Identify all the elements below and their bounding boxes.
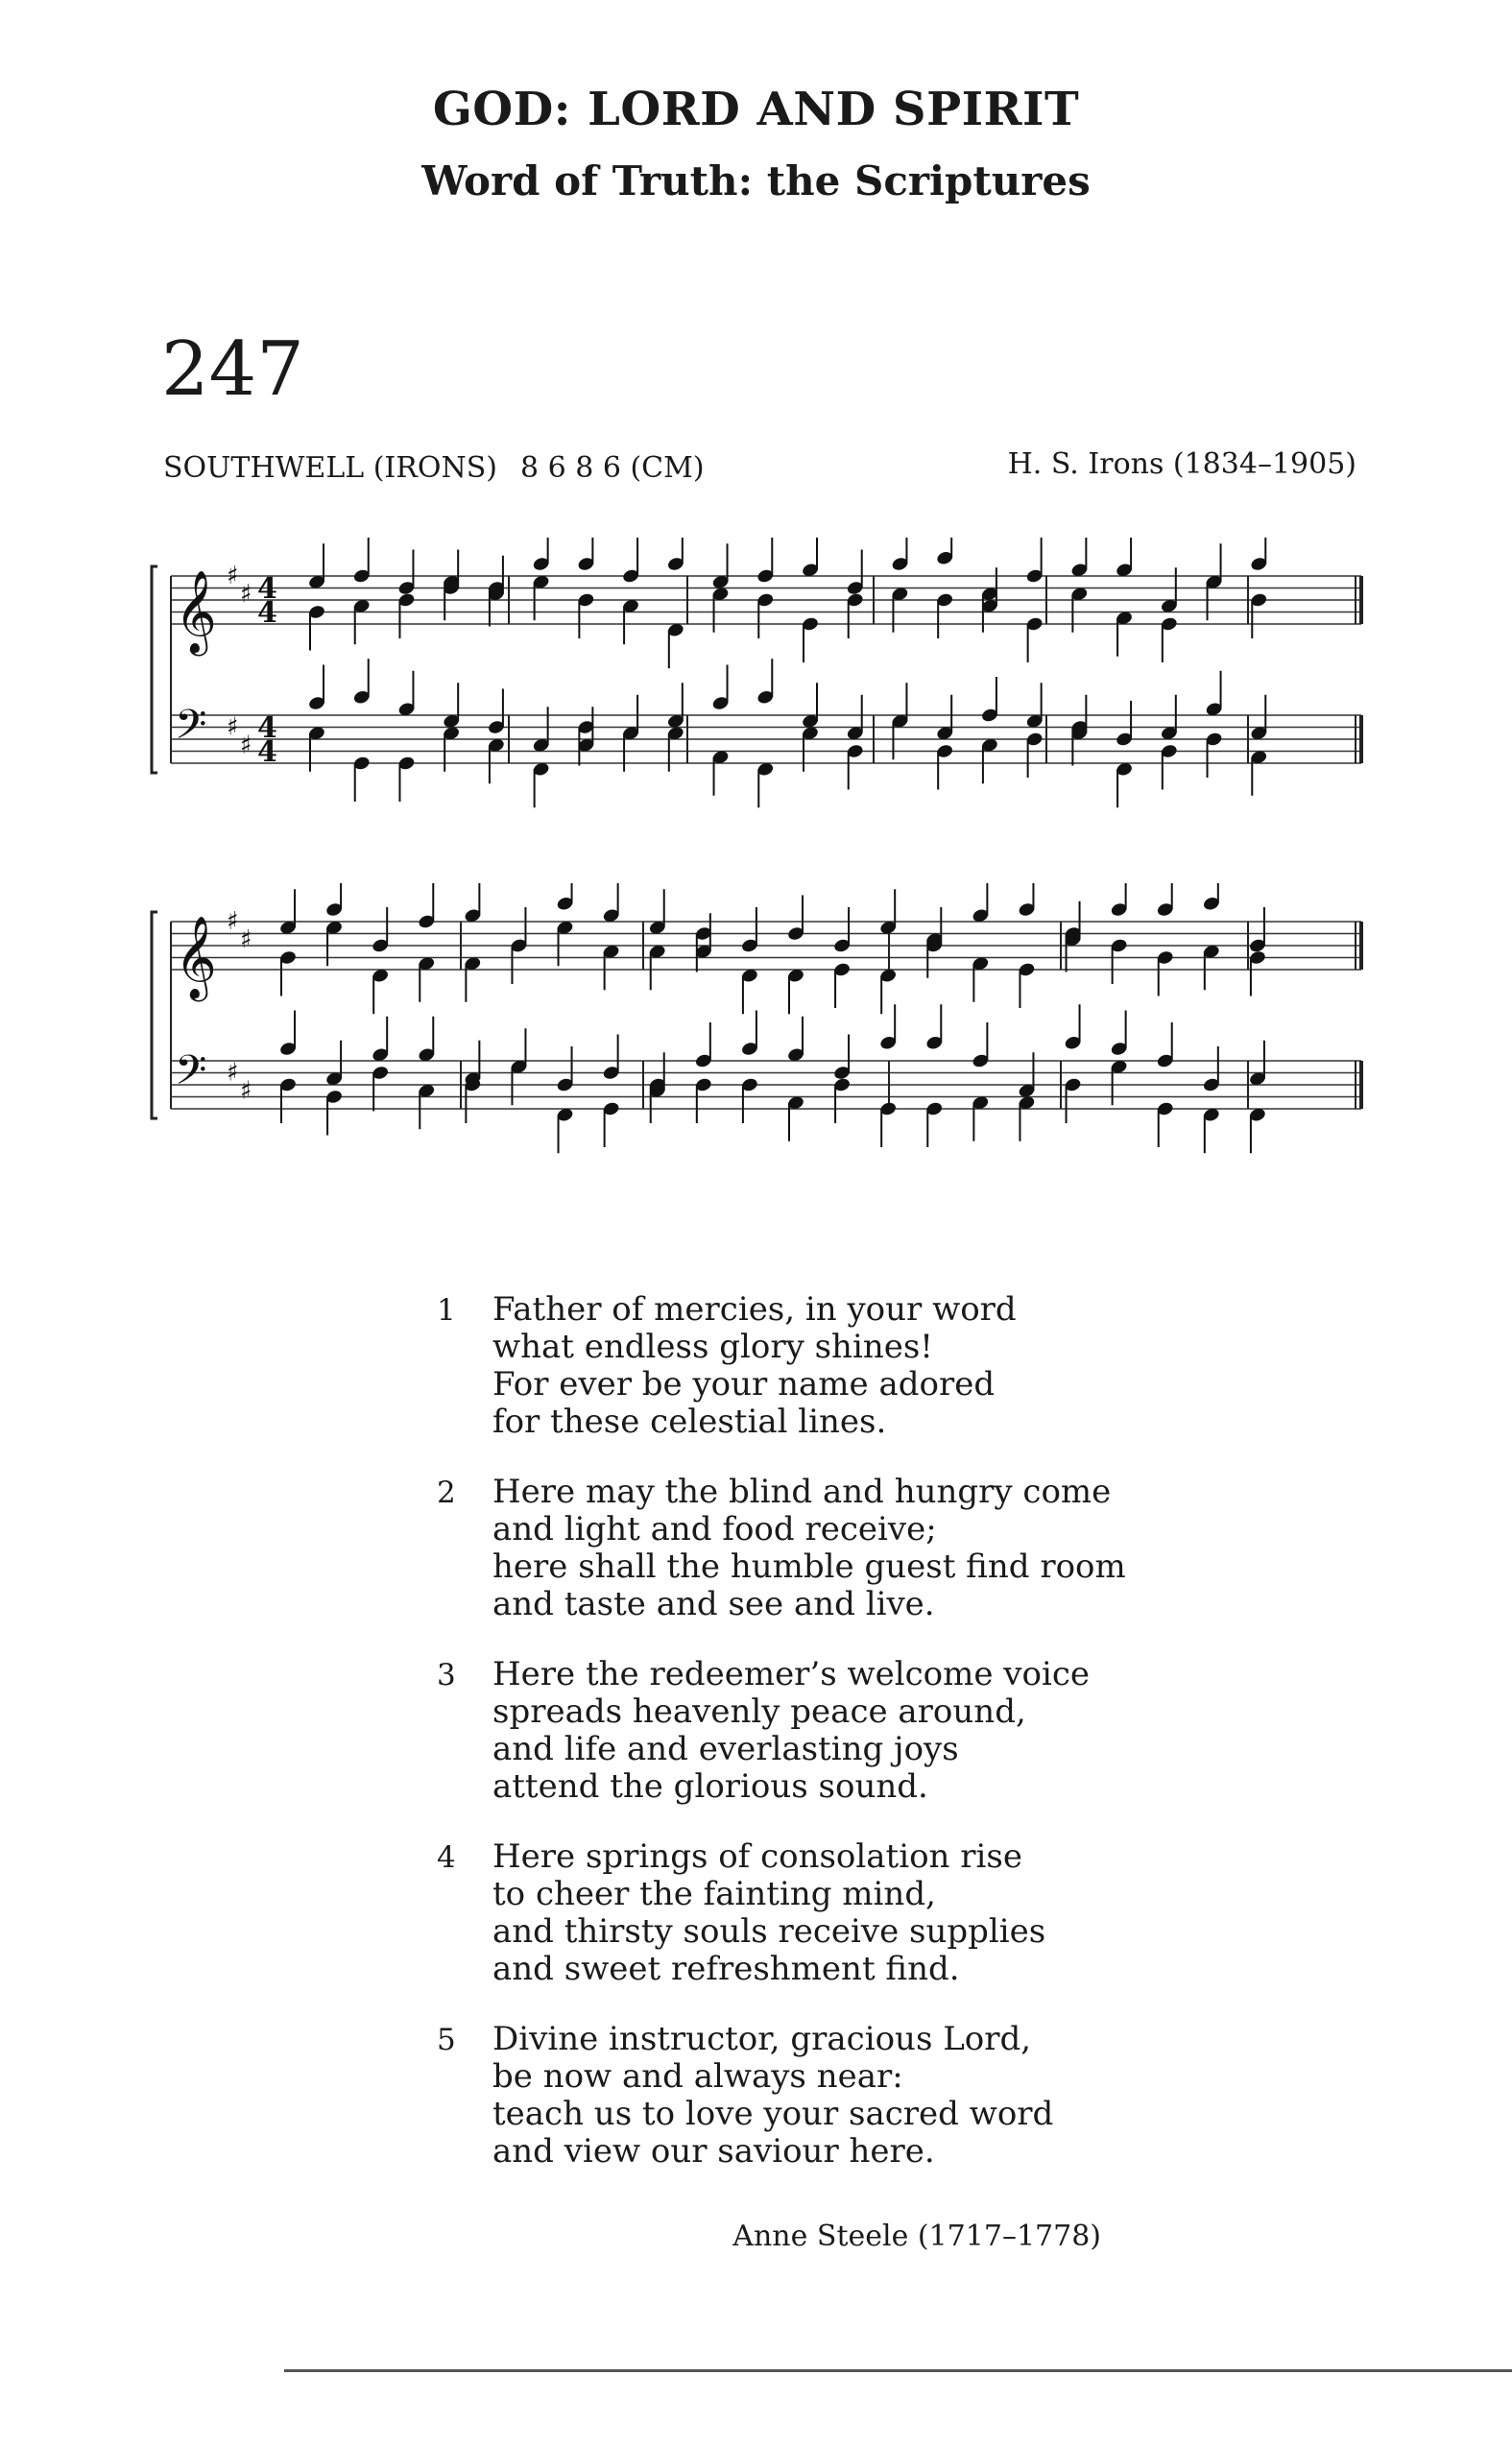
verse-line: Here springs of consolation rise — [492, 1837, 1022, 1876]
time-signature-bottom: 4 — [257, 735, 277, 769]
verse-line: and thirsty souls receive supplies — [492, 1912, 1046, 1951]
system-bracket — [152, 566, 157, 773]
verse-line: and light and food receive; — [492, 1510, 937, 1548]
meter: 8 6 8 6 (CM) — [519, 451, 705, 485]
verse-number: 5 — [437, 2023, 456, 2057]
sharp-icon: ♯ — [227, 562, 239, 590]
verse-line: be now and always near: — [492, 2057, 903, 2096]
verse-line: and taste and see and live. — [492, 1585, 935, 1623]
verse-line: and life and everlasting joys — [492, 1730, 959, 1768]
music-system-2 — [144, 883, 1373, 1210]
verse-line: spreads heavenly peace around, — [492, 1692, 1026, 1731]
sharp-icon: ♯ — [240, 731, 252, 760]
verse-number: 2 — [437, 1476, 456, 1510]
system-bracket — [152, 912, 157, 1118]
verse-line: teach us to love your sacred word — [492, 2095, 1054, 2133]
verse-line: attend the glorious sound. — [492, 1767, 928, 1806]
verse-line: to cheer the fainting mind, — [492, 1875, 936, 1913]
verse-5 — [437, 2021, 1224, 2171]
verse-line: Here the redeemer’s welcome voice — [492, 1655, 1090, 1693]
verse-line: Father of mercies, in your word — [492, 1290, 1017, 1329]
composer-credit: H. S. Irons (1834–1905) — [1007, 447, 1356, 481]
music-system-1 — [144, 538, 1373, 864]
sharp-icon: ♯ — [240, 579, 252, 609]
sharp-icon: ♯ — [227, 1058, 239, 1088]
time-signature-top: 4 — [257, 572, 277, 606]
verse-line: and view our saviour here. — [492, 2132, 935, 2171]
sharp-icon: ♯ — [240, 924, 252, 954]
bass-clef-icon: 𝄢 — [175, 701, 207, 759]
verse-line: for these celestial lines. — [492, 1403, 887, 1441]
verse-line: here shall the humble guest find room — [492, 1548, 1126, 1586]
section-title: GOD: LORD AND SPIRIT — [432, 83, 1080, 136]
verses — [437, 1291, 1224, 2203]
verse-line: Here may the blind and hungry come — [492, 1473, 1112, 1511]
sharp-icon: ♯ — [227, 907, 239, 936]
time-signature-top: 4 — [257, 711, 277, 745]
verse-line: For ever be your name adored — [492, 1365, 996, 1404]
verse-line: and sweet refreshment find. — [492, 1950, 960, 1988]
verse-number: 1 — [437, 1293, 456, 1328]
treble-clef-icon: 𝄞 — [175, 570, 217, 653]
verse-1 — [437, 1291, 1224, 1441]
verse-3 — [437, 1656, 1224, 1806]
bass-clef-icon: 𝄢 — [175, 1046, 207, 1105]
time-signature-bottom: 4 — [257, 596, 277, 630]
sharp-icon: ♯ — [240, 1076, 252, 1106]
verse-number: 4 — [437, 1840, 456, 1875]
author-credit: Anne Steele (1717–1778) — [732, 2220, 1101, 2253]
verse-line: what endless glory shines! — [492, 1328, 933, 1366]
hymn-number: 247 — [161, 326, 304, 413]
verse-number: 3 — [437, 1658, 456, 1692]
verse-2 — [437, 1474, 1224, 1623]
tune-info — [163, 451, 705, 485]
verse-line: Divine instructor, gracious Lord, — [492, 2020, 1032, 2058]
tune-name: SOUTHWELL (IRONS) — [163, 451, 497, 485]
treble-clef-icon: 𝄞 — [175, 916, 217, 998]
verse-4 — [437, 1838, 1224, 1988]
sharp-icon: ♯ — [227, 712, 239, 742]
bottom-rule — [284, 2369, 1512, 2372]
section-subtitle: Word of Truth: the Scriptures — [421, 157, 1091, 204]
